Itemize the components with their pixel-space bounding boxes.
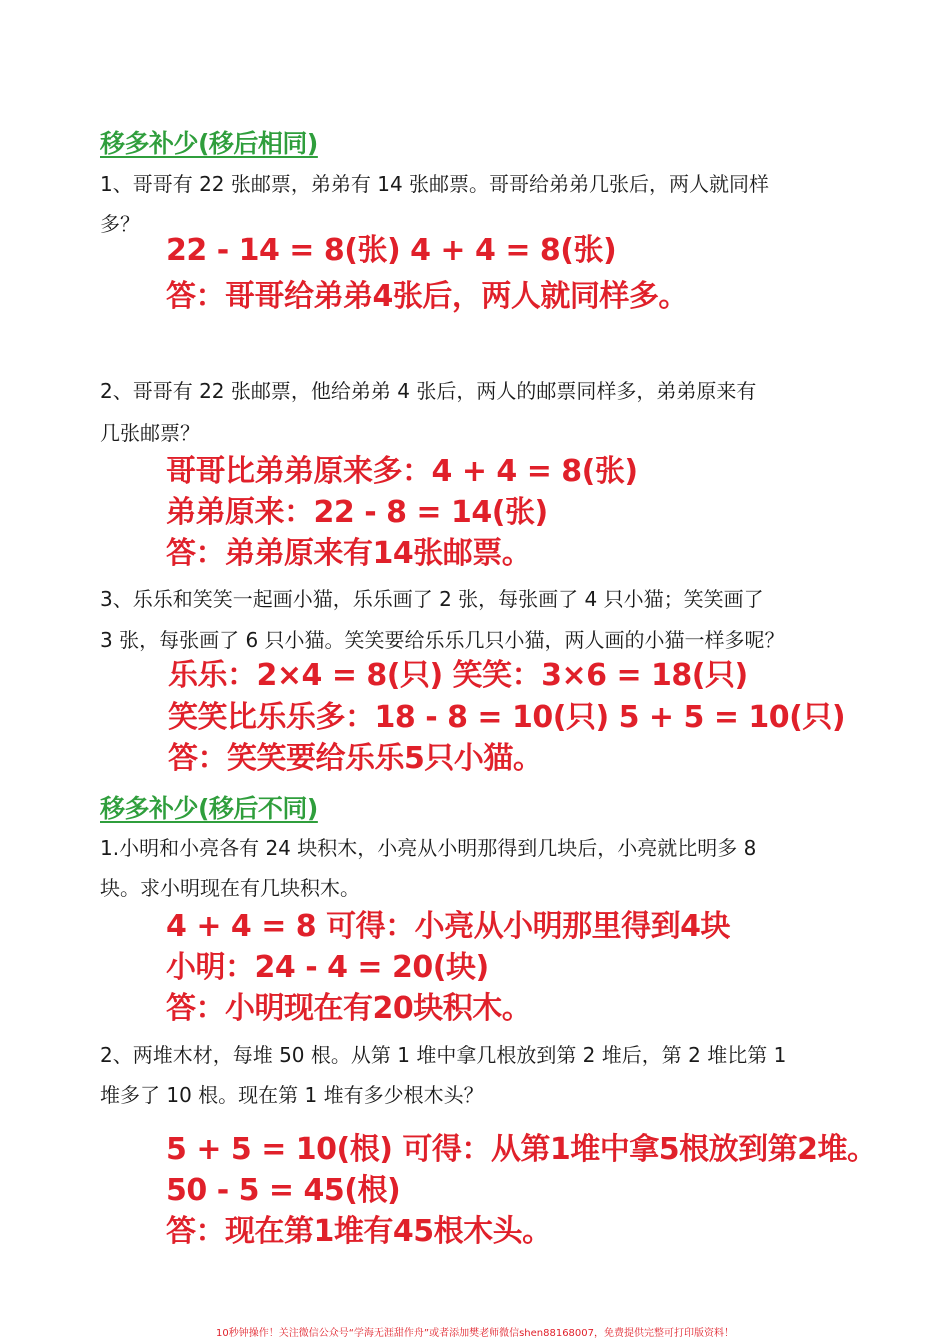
problem-2-answer-line-1: 哥哥比弟弟原来多：4 + 4 = 8(张) [166, 454, 638, 489]
problem-1-answer-line-1: 22 - 14 = 8(张) 4 + 4 = 8(张) [166, 233, 617, 268]
problem-2-question-line-1: 2、哥哥有 22 张邮票，他给弟弟 4 张后，两人的邮票同样多，弟弟原来有 [100, 379, 757, 403]
footer-notice: 10秒钟操作！关注微信公众号“学海无涯甜作舟”或者添加樊老师微信shen88168007，免费提供完整可打印版资料！ [215, 1328, 735, 1339]
problem-5-question-line-1: 2、两堆木材，每堆 50 根。从第 1 堆中拿几根放到第 2 堆后，第 2 堆比第 1 [100, 1043, 787, 1067]
problem-2-answer-line-3: 答：弟弟原来有14张邮票。 [166, 536, 532, 571]
problem-1-answer-line-2: 答：哥哥给弟弟4张后，两人就同样多。 [166, 279, 688, 314]
problem-3-answer-line-1: 乐乐：2×4 = 8(只) 笑笑：3×6 = 18(只) [168, 658, 748, 693]
section-heading-different: 移多补少(移后不同) [100, 794, 318, 823]
problem-1-question-line-2: 多？ [100, 212, 140, 236]
problem-2-answer-line-2: 弟弟原来：22 - 8 = 14(张) [166, 495, 548, 530]
problem-4-question-line-2: 块。求小明现在有几块积木。 [100, 876, 360, 900]
problem-5-answer-line-2: 50 - 5 = 45(根) [166, 1173, 401, 1208]
problem-3-answer-line-2: 笑笑比乐乐多：18 - 8 = 10(只) 5 + 5 = 10(只) [168, 700, 846, 735]
problem-4-answer-line-3: 答：小明现在有20块积木。 [166, 991, 532, 1026]
problem-5-question-line-2: 堆多了 10 根。现在第 1 堆有多少根木头？ [100, 1083, 484, 1107]
section-heading-same: 移多补少(移后相同) [100, 129, 318, 158]
problem-3-answer-line-3: 答：笑笑要给乐乐5只小猫。 [168, 741, 543, 776]
problem-3-question-line-1: 3、乐乐和笑笑一起画小猫，乐乐画了 2 张，每张画了 4 只小猫；笑笑画了 [100, 587, 764, 611]
problem-2-question-line-2: 几张邮票？ [100, 421, 200, 445]
problem-5-answer-line-3: 答：现在第1堆有45根木头。 [166, 1214, 552, 1249]
problem-1-question-line-1: 1、哥哥有 22 张邮票，弟弟有 14 张邮票。哥哥给弟弟几张后，两人就同样 [100, 172, 770, 196]
problem-3-question-line-2: 3 张，每张画了 6 只小猫。笑笑要给乐乐几只小猫，两人画的小猫一样多呢？ [100, 628, 785, 652]
problem-4-answer-line-1: 4 + 4 = 8 可得：小亮从小明那里得到4块 [166, 909, 730, 944]
problem-4-answer-line-2: 小明：24 - 4 = 20(块) [166, 950, 489, 985]
problem-5-answer-line-1: 5 + 5 = 10(根) 可得：从第1堆中拿5根放到第2堆。 [166, 1132, 877, 1167]
problem-4-question-line-1: 1.小明和小亮各有 24 块积木，小亮从小明那得到几块后，小亮就比明多 8 [100, 836, 757, 860]
